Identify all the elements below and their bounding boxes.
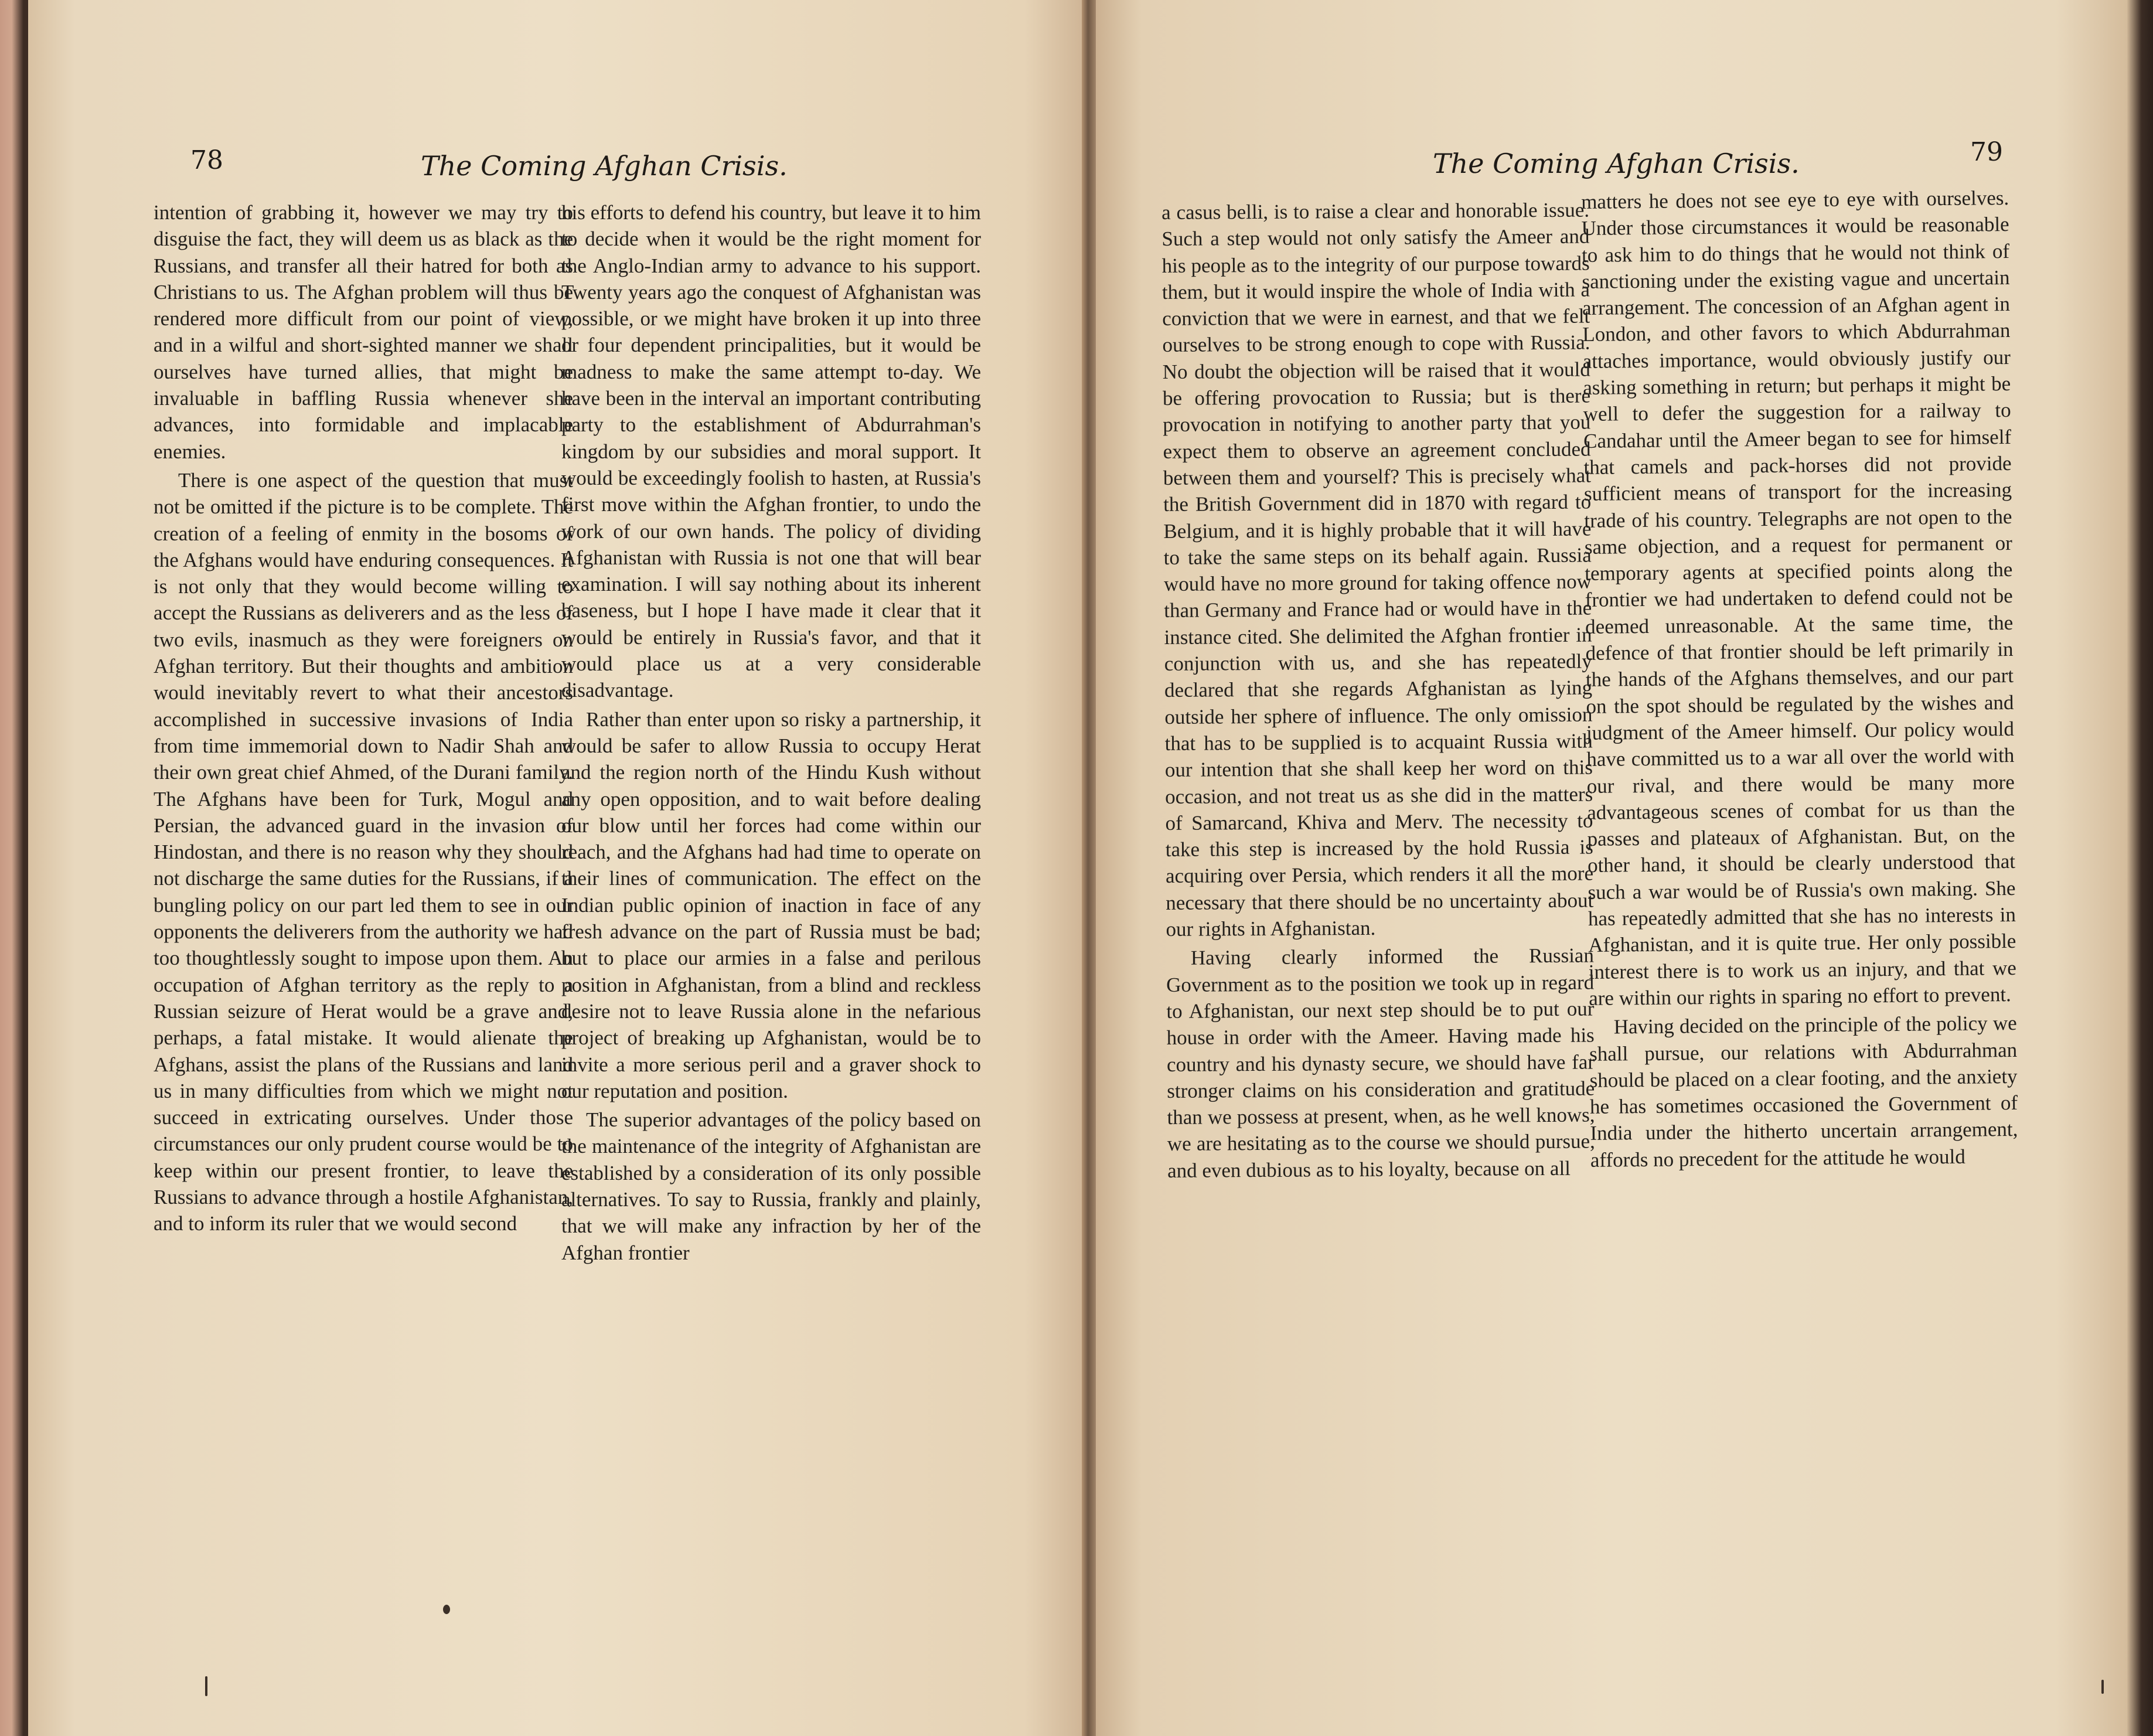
book-gutter [1082, 0, 1096, 1736]
ink-speck [443, 1605, 450, 1614]
right-running-head: The Coming Afghan Crisis. [1433, 148, 1800, 179]
left-running-head: The Coming Afghan Crisis. [421, 150, 788, 182]
paragraph: a casus belli, is to raise a clear and honorable issue. Such a step would not only satisfy the Ameer and his people as to the integrity of our purpose towards them, but it would inspire the whole of India with a conviction that we were in earnest, and that we felt ourselves to be strong enough to cope with Russia. No doubt the objection will be raised that it would be offering provocation to Russia; but is there provocation in notifying to another party that you expect them to observe an agreement concluded between them and yourself? This is precisely what the British Government did in 1870 with regard to Belgium, and it is highly probable that it will have to take the same steps on its behalf again. Russia would have no more ground for taking offence now than Germany and France had or would have in the instance cited. She delimited the Afghan frontier in conjunction with us, and she has repeatedly declared that she regards Afghanistan as lying outside her sphere of influence. The only omission that has to be supplied is to acquaint Russia with our intention that she shall keep her word on this occasion, and not treat us as she did in the matters of Samarcand, Khiva and Merv. The necessity to take this step is increased by the hold Russia is acquiring over Persia, which renders it all the more necessary that there should be no uncertainty about our rights in Afghanistan. [1161, 198, 1594, 941]
page-edge [2127, 0, 2153, 1736]
paragraph: Having decided on the principle of the policy we shall pursue, our relations with Abdurrahman should be placed on a clear footing, and the anxiety he has sometimes occasioned the Government of India under the hitherto uncertain arrangement, affords no precedent for the attitude he would [1589, 1012, 2018, 1172]
left-page-number: 78 [190, 145, 223, 175]
ink-speck [205, 1676, 207, 1696]
right-column-2 [1581, 185, 2018, 1173]
paragraph: matters he does not see eye to eye with ourselves. Under those circumstances it would be reasonable to ask him to do things that he would not think of sanctioning under the existing vague and uncertain arrangement. The concession of an Afghan agent in London, and other favors to which Abdurrahman attaches importance, would obviously justify our asking something in return; but perhaps it might be well to defer the suggestion for a railway to Candahar until the Ameer began to see for himself that camels and pack-horses did not provide sufficient means of transport for the increasing trade of his country. Telegraphs are not open to the same objection, and a request for permanent or temporary agents at specified points along the frontier we had undertaken to defend could not be deemed unreasonable. At the same time, the defence of that frontier should be left primarily in the hands of the Afghans themselves, and our part on the spot should be regulated by the wishes and judgment of the Ameer himself. Our policy would have committed us to a war all over the world with our rival, and there would be many more advantageous scenes of combat for us than the passes and plateaux of Afghanistan. But, on the other hand, it should be clearly understood that such a war would be of Russia's own making. She has repeatedly admitted that she has no interests in Afghanistan, and it is quite true. Her only possible interest there is to work us an injury, and that we are within our rights in sparing no effort to prevent. [1581, 186, 2016, 1010]
paragraph: his efforts to defend his country, but leave it to him to decide when it would be the right moment for the Anglo-Indian army to advance to his support. Twenty years ago the conquest of Afghanistan was possible, or we might have broken it up into three or four dependent principalities, but it would be madness to make the same attempt to-day. We have been in the interval an important contributing party to the establishment of Abdurrahman's kingdom by our subsidies and moral support. It would be exceedingly foolish to hasten, at Russia's first move within the Afghan frontier, to undo the work of our own hands. The policy of dividing Afghanistan with Russia is not one that will bear examination. I will say nothing about its inherent baseness, but I hope I have made it clear that it would be entirely in Russia's favor, and that it would place us at a very considerable disadvantage. [561, 201, 981, 702]
paragraph: Rather than enter upon so risky a partnership, it would be safer to allow Russia to occupy Herat and the region north of the Hindu Kush without any open opposition, and to wait before dealing our blow until her forces had come within our reach, and the Afghans had had time to operate on their lines of communication. The effect on the Indian public opinion of inaction in face of any fresh advance on the part of Russia must be bad; but to place our armies in a false and perilous position in Afghanistan, from a blind and reckless desire not to leave Russia alone in the nefarious project of breaking up Afghanistan, would be to invite a more serious peril and a graver shock to our reputation and position. [561, 707, 981, 1102]
left-column-2 [561, 199, 981, 1266]
paragraph: The superior advantages of the policy based on the maintenance of the integrity of Afghanistan are established by a consideration of its only possible alternatives. To say to Russia, frankly and plainly, that we will make any infraction by her of the Afghan frontier [561, 1108, 981, 1264]
left-column-1 [154, 199, 573, 1237]
paragraph: intention of grabbing it, however we may try to disguise the fact, they will deem us as black as the Russians, and transfer all their hatred for both as Christians to us. The Afghan problem will thus be rendered more difficult from our point of view, and in a wilful and short-sighted manner we shall ourselves have turned allies, that might be invaluable in baffling Russia whenever she advances, into formidable and implacable enemies. [154, 201, 573, 463]
right-page-number: 79 [1970, 137, 2003, 167]
paragraph: Having clearly informed the Russian Government as to the position we took up in regard to Afghanistan, our next step should be to put our house in order with the Ameer. Having made his country and his dynasty secure, we should have far stronger claims on his consideration and gratitude than we possess at present, when, as he well knows, we are hesitating as to the course we should pursue, and even dubious as to his loyalty, because on all [1166, 944, 1595, 1182]
paragraph: There is one aspect of the question that must not be omitted if the picture is to be complete. The creation of a feeling of enmity in the bosoms of the Afghans would have enduring consequences. It is not only that they would become willing to accept the Russians as deliverers and as the less of two evils, inasmuch as they were foreigners on Afghan territory. But their thoughts and ambition would inevitably revert to what their ancestors accomplished in successive invasions of India from time immemorial down to Nadir Shah and their own great chief Ahmed, of the Durani family. The Afghans have been for Turk, Mogul and Persian, the advanced guard in the invasion of Hindostan, and there is no reason why they should not discharge the same duties for the Russians, if a bungling policy on our part led them to see in our opponents the deliverers from the authority we had too thoughtlessly sought to impose upon them. An occupation of Afghan territory as the reply to a Russian seizure of Herat would be a grave and, perhaps, a fatal mistake. It would alienate the Afghans, assist the plans of the Russians and land us in many difficulties from which we might not succeed in extricating ourselves. Under those circumstances our only prudent course would be to keep within our present frontier, to leave the Russians to advance through a hostile Afghanistan, and to inform its ruler that we would second [154, 468, 573, 1235]
right-column-1 [1161, 197, 1595, 1184]
ink-speck [2101, 1680, 2104, 1694]
